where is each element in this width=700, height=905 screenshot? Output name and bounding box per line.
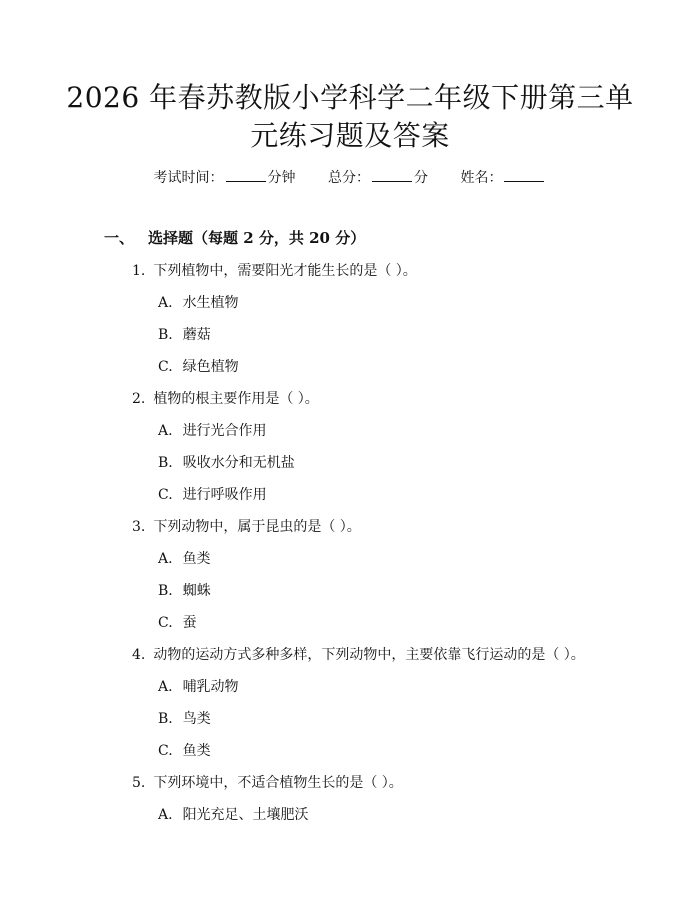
total-score-label: 总分：: [328, 170, 370, 186]
option-label: A.: [158, 679, 173, 695]
option-text: 进行光合作用: [182, 423, 267, 439]
question-text: 下列动物中，属于昆虫的是（ ）。: [153, 519, 361, 535]
question-4-option-c: [158, 741, 211, 761]
exam-time-label: 考试时间：: [153, 170, 224, 186]
section-title: 选择题（每题 2 分，共 20 分）: [148, 229, 366, 247]
option-text: 进行呼吸作用: [182, 487, 267, 503]
question-2: [132, 389, 319, 409]
exam-info-bar: [0, 168, 700, 188]
question-3-option-a: [158, 549, 211, 569]
option-text: 鱼类: [182, 551, 211, 567]
student-name-label: 姓名：: [460, 170, 503, 186]
question-text: 下列植物中，需要阳光才能生长的是（ ）。: [153, 263, 417, 279]
option-text: 哺乳动物: [182, 679, 239, 695]
question-4: [132, 645, 585, 665]
section-heading: [104, 228, 365, 248]
student-name-field: [460, 168, 546, 188]
option-text: 鱼类: [182, 743, 211, 759]
option-label: C.: [158, 615, 173, 631]
option-text: 蚕: [182, 615, 197, 631]
option-label: B.: [158, 583, 173, 599]
question-3: [132, 517, 361, 537]
exam-time-field: [154, 168, 296, 188]
option-text: 阳光充足、土壤肥沃: [182, 807, 309, 823]
question-2-option-c: [158, 485, 267, 505]
total-score-unit: 分: [414, 170, 428, 186]
question-text: 植物的根主要作用是（ ）。: [153, 391, 319, 407]
question-1: [132, 261, 417, 281]
question-text: 动物的运动方式多种多样，下列动物中，主要依靠飞行运动的是（ ）。: [153, 647, 585, 663]
option-label: A.: [158, 295, 173, 311]
option-text: 吸收水分和无机盐: [182, 455, 295, 471]
question-2-option-b: [158, 453, 295, 473]
option-text: 蜘蛛: [182, 583, 211, 599]
option-label: B.: [158, 711, 173, 727]
document-title-line-2: 元练习题及答案: [250, 119, 450, 152]
question-text: 下列环境中，不适合植物生长的是（ ）。: [153, 775, 403, 791]
option-label: C.: [158, 487, 173, 503]
document-title-line-1: 2026 年春苏教版小学科学二年级下册第三单: [66, 81, 634, 114]
total-score-blank: [372, 169, 412, 182]
question-1-option-a: [158, 293, 239, 313]
question-5: [132, 773, 403, 793]
option-text: 鸟类: [182, 711, 211, 727]
question-4-option-b: [158, 709, 211, 729]
question-3-option-c: [158, 613, 197, 633]
question-number: 1.: [132, 263, 146, 279]
option-label: C.: [158, 743, 173, 759]
option-label: B.: [158, 327, 173, 343]
option-label: A.: [158, 807, 173, 823]
question-number: 3.: [132, 519, 146, 535]
exam-time-blank: [226, 169, 266, 182]
question-number: 4.: [132, 647, 146, 663]
question-1-option-b: [158, 325, 211, 345]
section-number: 一、: [104, 229, 135, 247]
exam-time-unit: 分钟: [267, 170, 296, 186]
question-2-option-a: [158, 421, 267, 441]
option-text: 蘑菇: [182, 327, 211, 343]
option-label: A.: [158, 423, 173, 439]
option-label: B.: [158, 455, 173, 471]
option-label: C.: [158, 359, 173, 375]
student-name-blank: [504, 169, 544, 182]
question-4-option-a: [158, 677, 239, 697]
option-text: 水生植物: [182, 295, 239, 311]
option-text: 绿色植物: [182, 359, 239, 375]
question-number: 2.: [132, 391, 146, 407]
question-3-option-b: [158, 581, 211, 601]
option-label: A.: [158, 551, 173, 567]
question-number: 5.: [132, 775, 146, 791]
total-score-field: [328, 168, 428, 188]
question-1-option-c: [158, 357, 239, 377]
question-5-option-a: [158, 805, 309, 825]
